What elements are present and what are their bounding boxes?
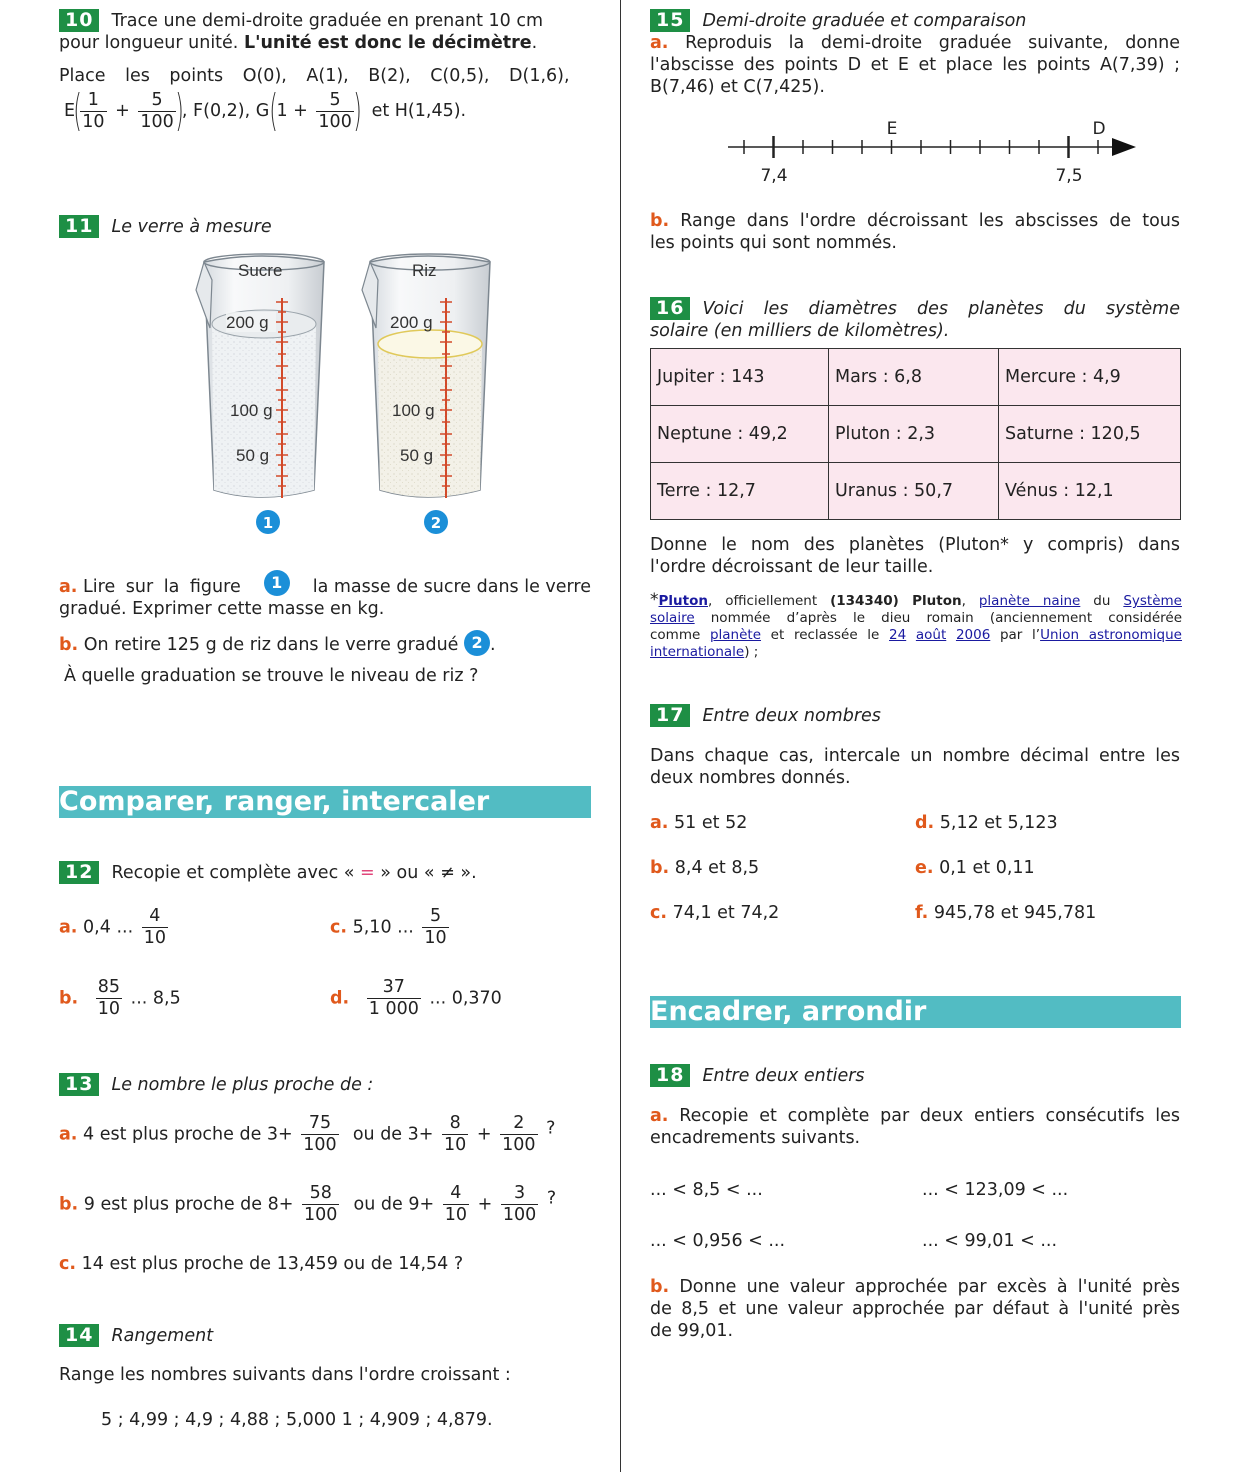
exercise-number: 18 [650, 1064, 690, 1087]
ex12-text: Recopie et complète avec « [111, 863, 361, 883]
frac-num: 75 [308, 1113, 332, 1133]
frac-num: 3 [513, 1183, 526, 1203]
frac-num: 8 [449, 1113, 461, 1133]
ex11-text: . [490, 635, 496, 655]
exercise-number: 13 [59, 1073, 99, 1096]
table-row [651, 349, 1181, 406]
link-planete-naine[interactable]: planète naine [978, 593, 1081, 609]
exercise-14-header [59, 1324, 213, 1347]
ex14-numbers: 5 ; 4,99 ; 4,9 ; 4,88 ; 5,000 1 ; 4,909 ; 4,879. [101, 1410, 493, 1430]
item-letter: c. [330, 917, 348, 938]
frac-den: 100 [318, 111, 352, 132]
ex12-text: ... 0,370 [429, 988, 502, 1009]
footnote-star: * [650, 590, 659, 610]
tick-label-7-4: 7,4 [760, 166, 788, 186]
frac-den: 100 [140, 111, 174, 132]
exercise-title: Entre deux nombres [702, 706, 881, 726]
footnote-text: comme [650, 627, 710, 643]
arrow-head-icon [1112, 138, 1136, 156]
exercise-title: Le verre à mesure [111, 217, 272, 237]
table-cell: Mercure : 4,9 [999, 349, 1181, 406]
exercise-number: 10 [59, 9, 99, 32]
glass-label-sucre: Sucre [238, 261, 283, 280]
tick-label-7-5: 7,5 [1055, 166, 1083, 186]
ex10-points-line: Place les points O(0), A(1), B(2), C(0,5), D(1,6), [59, 66, 570, 86]
ex18-question-a [650, 1105, 1180, 1149]
footnote-text: nommée d’après le dieu romain (anciennement considérée [694, 610, 1182, 626]
ex16-text: Donne le nom des planètes (Pluton* y compris) dans [650, 535, 1180, 555]
ex11-text: Lire sur la figure [83, 577, 241, 597]
ex18-text: de 99,01. [650, 1321, 734, 1341]
item-letter: e. [915, 858, 934, 878]
question-mark: ? [546, 1118, 556, 1139]
ex10-bold: L'unité est donc le décimètre [243, 33, 532, 53]
exercise-title: Le nombre le plus proche de : [111, 1075, 374, 1095]
encadrement: ... < 8,5 < ... [650, 1180, 763, 1200]
link-24[interactable]: 24 [889, 627, 907, 643]
frac-num: 5 [329, 89, 341, 110]
table-cell: Vénus : 12,1 [999, 463, 1181, 520]
item-letter: b. [650, 1277, 670, 1297]
ex10-text: . [531, 33, 538, 53]
ex13-text: ou de 9+ [353, 1194, 435, 1215]
ex10-text: 1 + [276, 101, 308, 121]
ex15-text: les points qui sont nommés. [650, 233, 897, 253]
tick-label-200g: 200 g [226, 313, 269, 332]
frac-den: 10 [97, 999, 121, 1019]
exercise-title: Entre deux entiers [702, 1066, 865, 1086]
footnote-text: , [961, 593, 979, 609]
ex17-item [915, 812, 1058, 834]
ex17-item-text: 8,4 et 8,5 [674, 858, 760, 878]
section-title-encadrer: Encadrer, arrondir [650, 996, 1181, 1028]
ex10-text: Trace une demi-droite graduée en prenant 10 cm [111, 11, 543, 31]
link-2006[interactable]: 2006 [955, 627, 991, 643]
ex17-item-text: 5,12 et 5,123 [939, 813, 1058, 833]
ex15-text: Range dans l'ordre décroissant les abscisses de tous [680, 211, 1180, 231]
frac-num: 5 [429, 906, 442, 926]
frac-den: 100 [304, 1205, 338, 1225]
tick-label-100g: 100 g [392, 401, 435, 420]
ex17-item [650, 812, 747, 834]
link-planete[interactable]: planète [709, 627, 762, 643]
ex16-instruction [650, 534, 1180, 578]
point-e: E [64, 101, 76, 121]
link-aout[interactable]: août [915, 627, 947, 643]
item-letter: c. [650, 903, 668, 923]
ex12-text: 5,10 ... [352, 917, 414, 938]
equals-sign: = [360, 863, 375, 883]
ex12-text: » ou « ≠ ». [374, 863, 477, 883]
link-internationale[interactable]: internationale [650, 644, 745, 660]
ex13-text: 14 est plus proche de 13,459 ou de 14,54 ? [81, 1254, 464, 1274]
item-letter: b. [650, 211, 670, 231]
footnote-text: , officiellement [707, 593, 831, 609]
measuring-glasses-figure [190, 250, 510, 540]
item-letter: d. [915, 813, 935, 833]
ex12-item-b [59, 977, 181, 1020]
exercise-13-header [59, 1073, 373, 1096]
frac-den: 100 [502, 1135, 536, 1155]
ex17-item [915, 902, 1096, 924]
ex14-instruction: Range les nombres suivants dans l'ordre croissant : [59, 1365, 511, 1385]
ex10-text: pour longueur unité. [59, 33, 244, 53]
ex11-text: On retire 125 g de riz dans le verre gradué [83, 635, 459, 655]
frac-num: 37 [382, 977, 405, 997]
ex15-text: Reproduis la demi-droite graduée suivante, donne [685, 33, 1180, 53]
table-cell: Uranus : 50,7 [829, 463, 999, 520]
frac-num: 1 [87, 89, 99, 110]
footnote-text: du [1080, 593, 1124, 609]
link-systeme[interactable]: Système [1123, 593, 1182, 609]
tick-label-50g: 50 g [400, 446, 434, 465]
ex12-text: 0,4 ... [83, 917, 134, 938]
item-letter: a. [59, 1124, 78, 1145]
footnote-text: et reclassée le [761, 627, 890, 643]
frac-num: 58 [309, 1183, 332, 1203]
ex11-text: gradué. Exprimer cette masse en kg. [59, 599, 385, 619]
encadrement: ... < 0,956 < ... [650, 1231, 786, 1251]
figure-1-ref-icon: 1 [264, 570, 290, 596]
table-cell: Terre : 12,7 [651, 463, 829, 520]
ex10-text: , F(0,2), G [181, 101, 270, 121]
ex17-instruction [650, 745, 1180, 789]
glass-label-riz: Riz [412, 261, 437, 280]
frac-den: 10 [424, 928, 447, 948]
frac-den: 10 [444, 1205, 468, 1225]
item-letter: a. [650, 1106, 669, 1126]
ex10-formula: E( $\frac{1}{10}$ + $\frac{5}{100}$ ), F(0,2), G(1 + $\frac{5}{100}$ ) et H(1,45). [64, 85, 467, 136]
exercise-number: 14 [59, 1324, 99, 1347]
ex17-item [650, 857, 759, 879]
link-union-astronomique[interactable]: Union astronomique [1040, 627, 1182, 643]
ex10-text: et H(1,45). [371, 101, 467, 121]
ex17-item-text: 74,1 et 74,2 [672, 903, 780, 923]
ex18-text: Recopie et complète par deux entiers consécutifs les [679, 1106, 1180, 1126]
pluton-footnote [650, 592, 1182, 661]
table-cell: Neptune : 49,2 [651, 406, 829, 463]
exercise-number: 16 [650, 297, 690, 320]
frac-den: 100 [502, 1205, 537, 1225]
frac-num: 2 [513, 1113, 525, 1133]
table-cell: Mars : 6,8 [829, 349, 999, 406]
exercise-16-header [650, 297, 1180, 342]
item-letter: d. [330, 988, 350, 1009]
ex15-text: l'abscisse des points D et E et place les points A(7,39) ; [650, 55, 1180, 75]
exercise-title: Rangement [111, 1326, 214, 1346]
item-letter: b. [59, 635, 79, 655]
ex12-item-d [330, 977, 502, 1020]
exercise-number: 15 [650, 9, 690, 32]
ex15-text: B(7,46) et C(7,425). [650, 77, 825, 97]
tick-label-200g: 200 g [390, 313, 433, 332]
figure-1-number: 1 [262, 514, 274, 532]
figure-2-number: 2 [430, 514, 442, 532]
encadrement: ... < 99,01 < ... [922, 1231, 1058, 1251]
figure-2-ref-icon: 2 [464, 630, 490, 656]
ex17-item-text: 0,1 et 0,11 [939, 858, 1035, 878]
ex13-text: ou de 3+ [352, 1124, 434, 1145]
exercise-18-header [650, 1064, 865, 1087]
exercise-10 [59, 9, 591, 54]
frac-den: 10 [444, 1135, 467, 1155]
item-letter: a. [59, 917, 78, 938]
frac-den: 1 000 [368, 999, 419, 1019]
ex12-text: ... 8,5 [130, 988, 181, 1009]
exercise-title: Demi-droite graduée et comparaison [702, 11, 1027, 31]
ex18-text: Donne une valeur approchée par excès à l'unité près [679, 1277, 1180, 1297]
item-letter: b. [650, 858, 670, 878]
item-letter: f. [915, 903, 929, 923]
point-label-e: E [886, 119, 898, 139]
table-row [651, 406, 1181, 463]
graduated-half-line [720, 112, 1150, 192]
plus: + [476, 1124, 492, 1145]
frac-num: 85 [97, 977, 121, 997]
encadrement: ... < 123,09 < ... [922, 1180, 1069, 1200]
ex12-item-c [330, 906, 452, 949]
section-title-comparer: Comparer, ranger, intercaler [59, 786, 591, 818]
glass-riz [362, 254, 490, 534]
planets-table [650, 348, 1181, 520]
link-pluton[interactable]: Pluton [658, 593, 708, 609]
ex13-item-b [59, 1183, 556, 1226]
frac-den: 10 [143, 928, 166, 948]
plus: + [115, 101, 130, 121]
ex15-question-b [650, 210, 1180, 254]
table-cell: Jupiter : 143 [651, 349, 829, 406]
glass-sucre [196, 254, 324, 534]
frac-num: 4 [149, 906, 161, 926]
question-mark: ? [546, 1188, 557, 1209]
table-row [651, 463, 1181, 520]
table-cell: Saturne : 120,5 [999, 406, 1181, 463]
ex11-text: la masse de sucre dans le verre [312, 577, 591, 597]
exercise-number: 12 [59, 861, 99, 884]
ex16-text: l'ordre décroissant de leur taille. [650, 557, 934, 577]
frac-den: 10 [82, 111, 105, 132]
ex13-text: 9 est plus proche de 8+ [83, 1194, 294, 1215]
ex17-item-text: 945,78 et 945,781 [933, 903, 1097, 923]
exercise-number: 17 [650, 704, 690, 727]
item-letter: a. [650, 33, 669, 53]
footnote-text: par l’ [990, 627, 1041, 643]
ex17-item [915, 857, 1035, 879]
ex11-question-riz: À quelle graduation se trouve le niveau de riz ? [64, 666, 479, 686]
frac-num: 5 [151, 89, 163, 110]
tick-label-100g: 100 g [230, 401, 273, 420]
ex12-item-a [59, 906, 171, 949]
point-label-d: D [1092, 119, 1106, 139]
frac-den: 100 [303, 1135, 337, 1155]
frac-num: 4 [450, 1183, 462, 1203]
exercise-title: Voici les diamètres des planètes du système [702, 299, 1180, 319]
table-cell: Pluton : 2,3 [829, 406, 999, 463]
link-solaire[interactable]: solaire [650, 610, 695, 626]
ex18-text: de 8,5 et une valeur approchée par défaut à l'unité près [650, 1299, 1180, 1319]
ex13-text: 4 est plus proche de 3+ [83, 1124, 293, 1145]
footnote-bold: (134340) Pluton [830, 593, 962, 609]
exercise-number: 11 [59, 215, 99, 238]
ex13-item-a [59, 1113, 555, 1156]
ex13-item-c [59, 1253, 463, 1275]
tick-label-50g: 50 g [236, 446, 270, 465]
item-letter: a. [650, 813, 669, 833]
item-letter: b. [59, 988, 79, 1009]
exercise-15 [650, 9, 1180, 98]
footnote-text: ) ; [744, 644, 759, 660]
ex11-question-a [59, 573, 591, 620]
item-letter: a. [59, 577, 78, 597]
column-divider [620, 0, 621, 1472]
ex18-text: encadrements suivants. [650, 1128, 861, 1148]
ex17-text: Dans chaque cas, intercale un nombre décimal entre les [650, 746, 1180, 766]
ex18-question-b [650, 1276, 1180, 1342]
exercise-11-header [59, 215, 272, 238]
ex17-item-text: 51 et 52 [674, 813, 748, 833]
exercise-title: solaire (en milliers de kilomètres). [650, 321, 950, 341]
exercise-17-header [650, 704, 881, 727]
ex17-item [650, 902, 779, 924]
exercise-12-header [59, 861, 477, 884]
item-letter: c. [59, 1254, 77, 1274]
ex17-text: deux nombres donnés. [650, 768, 851, 788]
plus: + [477, 1194, 493, 1215]
item-letter: b. [59, 1194, 79, 1215]
ex11-question-b [59, 630, 496, 656]
